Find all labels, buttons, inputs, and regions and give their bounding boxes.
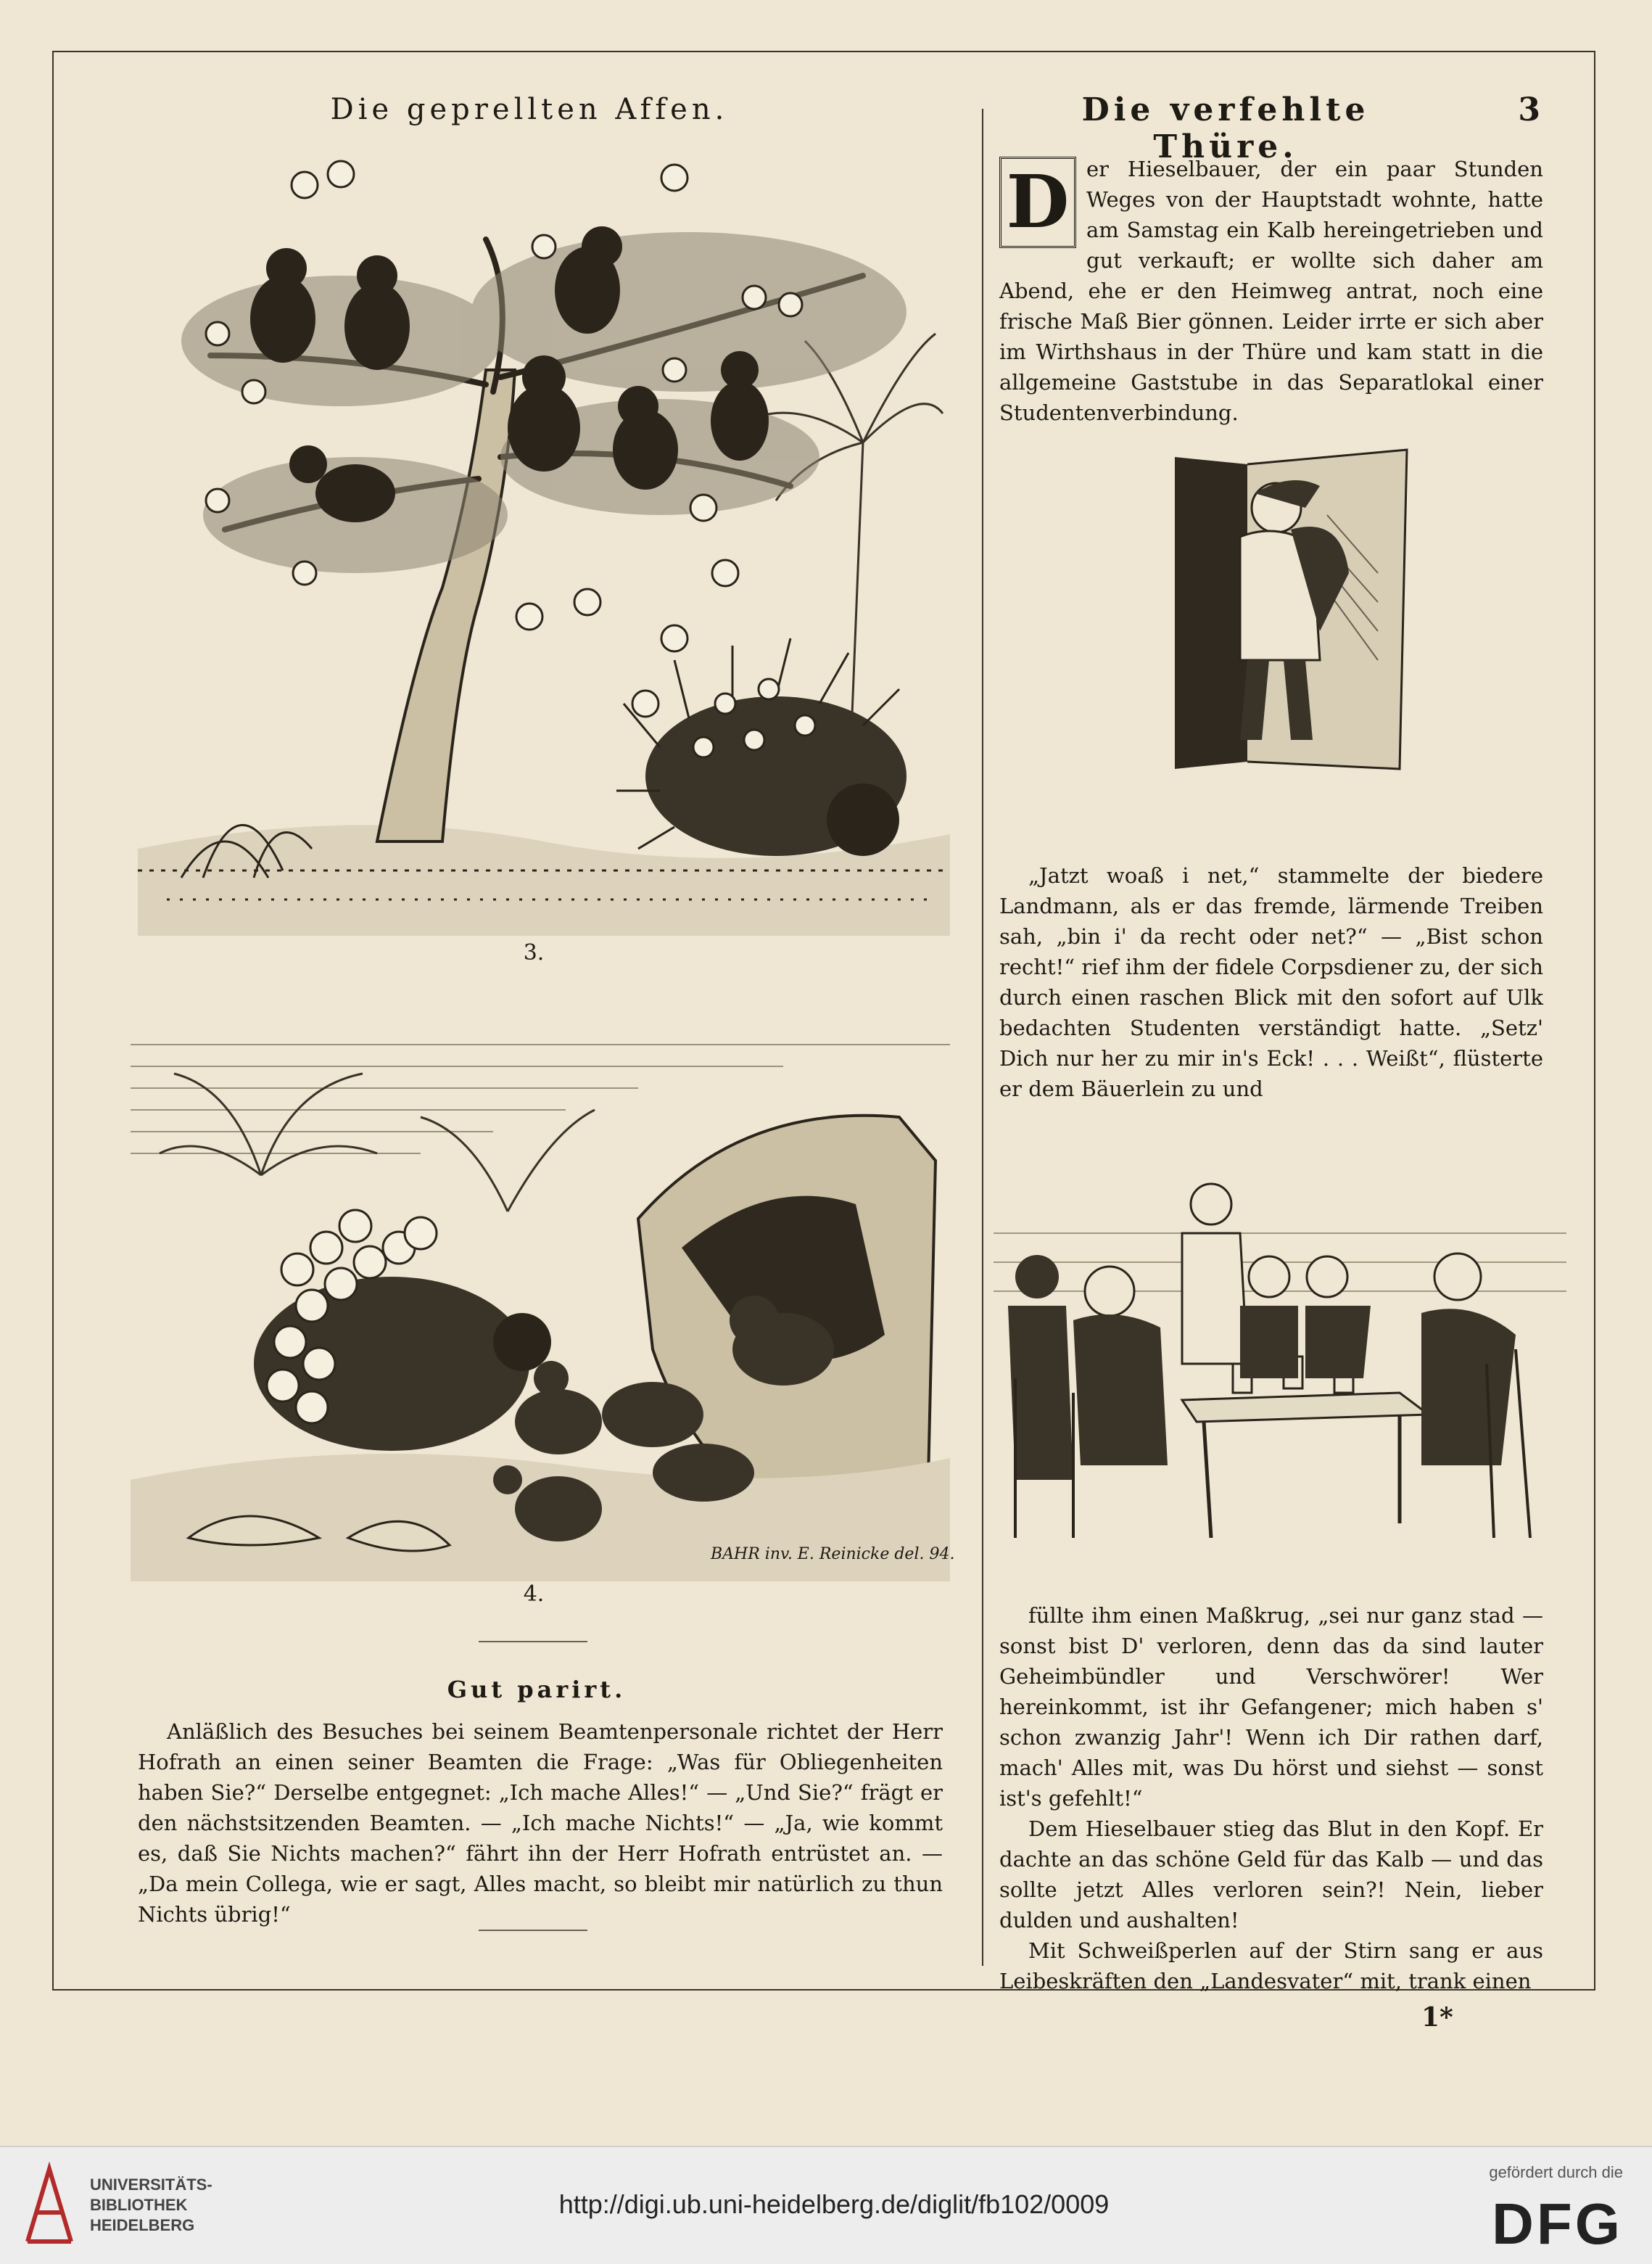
university-library-logo-icon xyxy=(20,2162,78,2249)
library-line-2: BIBLIOTHEK xyxy=(90,2196,188,2214)
page-number: 3 xyxy=(1518,91,1545,128)
left-page-title: Die geprellten Affen. xyxy=(330,93,729,126)
column-divider xyxy=(982,109,983,1966)
porcupines-cave-drawing xyxy=(131,1030,950,1581)
anecdote-text xyxy=(138,1716,943,1930)
story-continued xyxy=(999,1600,1543,1996)
students-table-illustration xyxy=(994,1161,1566,1567)
library-line-1: UNIVERSITÄTS- xyxy=(90,2176,212,2194)
figure-4-illustration xyxy=(131,1030,950,1581)
story-paragraph-3: füllte ihm einen Maßkrug, „sei nur ganz stad — sonst bist D' verloren, denn das da sind lauter Geheimbündler und Verschwörer! Wer hereinkommt, ist ihr Gefangener; mich haben s' schon zwanzig Jahr'! Wenn ich Dir rathen darf, mach' Alles mit, was Du hörst und siehst — sonst ist's gefehlt!“ xyxy=(999,1603,1543,1811)
separator-rule xyxy=(479,1641,587,1642)
digitization-footer xyxy=(0,2146,1652,2264)
library-line-3: HEIDELBERG xyxy=(90,2216,195,2234)
story-intro xyxy=(999,154,1543,428)
dfg-logo: DFG xyxy=(1492,2191,1623,2256)
permalink-url[interactable]: http://digi.ub.uni-heidelberg.de/diglit/fb102/0009 xyxy=(558,2189,1110,2219)
figure-4-number: 4. xyxy=(523,1581,545,1607)
university-library-name xyxy=(90,2175,212,2236)
signature-mark: 1* xyxy=(1421,2002,1453,2033)
peasant-door-drawing xyxy=(1160,442,1421,776)
anecdote-paragraph: Anläßlich des Besuches bei seinem Beamtenpersonale richtet der Herr Hofrath an einen seiner Beamten die Frage: „Was für Obliegenheiten haben Sie?“ Derselbe entgegnet: „Ich mache Alles!“ — „Und Sie?“ frägt er den nächstsitzenden Beamten. — „Ich mache Nichts!“ — „Ja, wie kommt es, daß Sie Nichts machen?“ fährt ihn der Herr Hofrath entrüstet an. — „Da mein Collega, wie er sagt, Alles macht, so bleibt mir natürlich zu thun Nichts übrig!“ xyxy=(138,1719,943,1927)
figure-3-number: 3. xyxy=(523,940,545,966)
figure-4-signature: BAHR inv. E. Reinicke del. 94. xyxy=(711,1545,955,1563)
story-paragraph-1: er Hieselbauer, der ein paar Stunden Weges von der Hauptstadt wohnte, hatte am Samstag ein Kalb hereingetrieben und gut verkauft; er wollte sich daher am Abend, ehe er den Heimweg antrat, noch eine frische Maß Bier gönnen. Leider irrte er sich aber im Wirthshaus in der Thüre und kam statt in die allgemeine Gaststube in das Separatlokal einer Studentenverbindung. xyxy=(999,157,1543,425)
story-paragraph-5: Mit Schweißperlen auf der Stirn sang er aus Leibeskräften den „Landesvater“ mit, trank einen xyxy=(999,1938,1543,1993)
right-page-title: Die verfehlte Thüre. xyxy=(1081,91,1370,165)
story-paragraph-2: „Jatzt woaß i net,“ stammelte der biedere Landmann, als er das fremde, lärmende Treiben sah, „bin i' da recht oder net?“ — „Bist schon recht!“ rief ihm der fidele Corpsdiener zu, der sich durch einen raschen Blick mit den sofort auf Ulk bedachten Studenten verständigt hatte. „Setz' Dich nur her zu mir in's Eck! . . . Weißt“, flüsterte er dem Bäuerlein zu und xyxy=(999,863,1543,1101)
monkeys-apple-tree-drawing xyxy=(138,152,950,936)
figure-3-illustration xyxy=(138,152,950,936)
peasant-at-door-illustration xyxy=(1160,442,1421,776)
tavern-table-drawing xyxy=(994,1161,1566,1567)
story-middle xyxy=(999,860,1543,1104)
story-paragraph-4: Dem Hieselbauer stieg das Blut in den Kopf. Er dachte an das schöne Geld für das Kalb — und das sollte jetzt Alles verloren sein?! Nein, lieber dulden und aushalten! xyxy=(999,1816,1543,1932)
drop-cap-letter: D xyxy=(999,157,1076,248)
anecdote-heading: Gut parirt. xyxy=(447,1676,627,1703)
funding-note: gefördert durch die xyxy=(1489,2163,1623,2181)
separator-rule-bottom xyxy=(479,1930,587,1931)
